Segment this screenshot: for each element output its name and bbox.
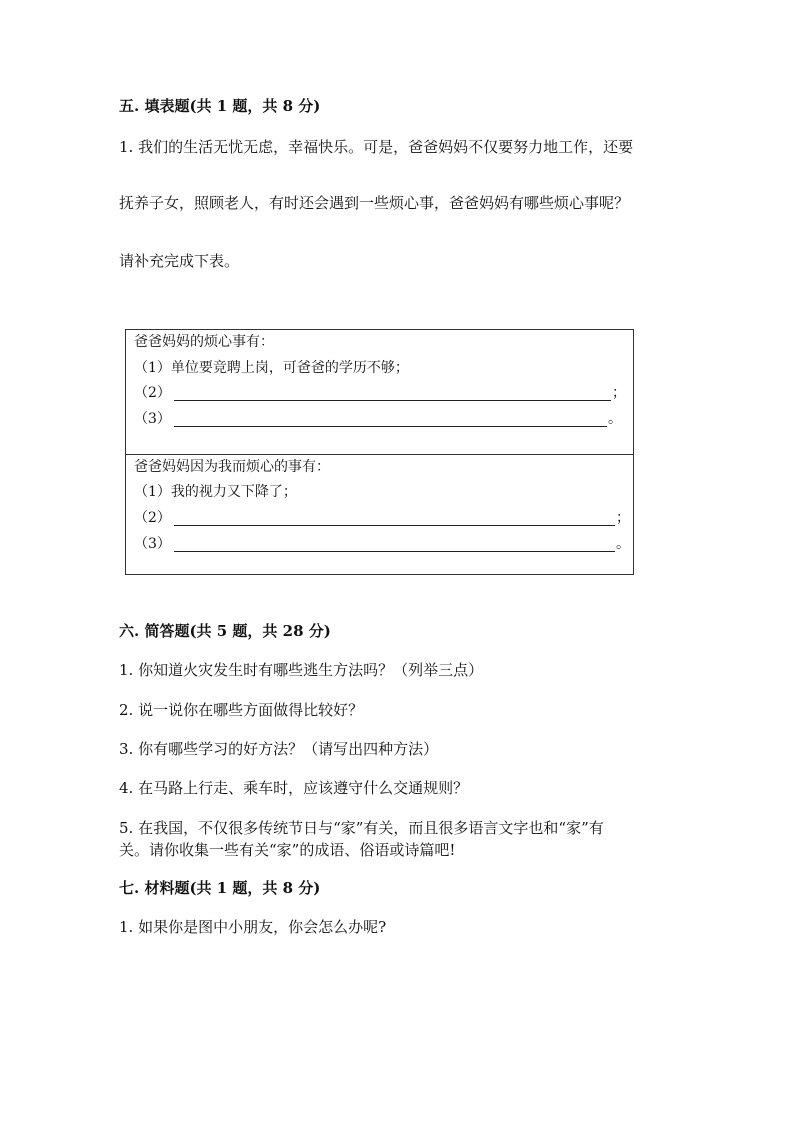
table-part1-item1: （1）单位要竞聘上岗，可爸爸的学历不够； <box>134 360 409 376</box>
item-number: （2） <box>134 385 171 401</box>
item-punct: ； <box>612 385 626 401</box>
answer-blank[interactable] <box>174 400 611 401</box>
table-part2-title: 爸爸妈妈因为我而烦心的事有： <box>134 459 330 475</box>
section6-q2: 2. 说一说你在哪些方面做得比较好？ <box>119 701 364 719</box>
table-divider <box>126 454 633 455</box>
table-part2-item2-row <box>134 509 629 529</box>
section5-heading: 五. 填表题(共 1 题，共 8 分) <box>119 97 321 115</box>
section6-q5-line2: 关。请你收集一些有关“家”的成语、俗语或诗篇吧! <box>119 841 456 859</box>
section6-q4: 4. 在马路上行走、乘车时，应该遵守什么交通规则？ <box>119 779 469 797</box>
item-number: （2） <box>134 510 171 526</box>
table-part1-title: 爸爸妈妈的烦心事有： <box>134 334 274 350</box>
section5-q1-line2: 抚养子女，照顾老人，有时还会遇到一些烦心事，爸爸妈妈有哪些烦心事呢？ <box>119 194 630 212</box>
table-part2-item1: （1）我的视力又下降了； <box>134 484 297 500</box>
item-punct: 。 <box>616 536 630 552</box>
table-part1-item2-row <box>134 384 624 404</box>
fill-in-table <box>125 329 634 575</box>
section7-q1: 1. 如果你是图中小朋友，你会怎么办呢? <box>119 918 387 936</box>
item-number: （3） <box>134 536 171 552</box>
section6-q3: 3. 你有哪些学习的好方法？（请写出四种方法） <box>119 740 439 758</box>
section6-q5-line1: 5. 在我国，不仅很多传统节日与“家”有关，而且很多语言文字也和“家”有 <box>119 819 604 837</box>
table-part1-item3-row <box>134 410 624 430</box>
table-part2-item3-row <box>134 535 629 555</box>
section6-q1: 1. 你知道火灾发生时有哪些逃生方法吗？（列举三点） <box>119 661 484 679</box>
item-number: （3） <box>134 411 171 427</box>
answer-blank[interactable] <box>174 551 615 552</box>
item-punct: ； <box>616 510 630 526</box>
item-punct: 。 <box>608 411 622 427</box>
answer-blank[interactable] <box>174 525 615 526</box>
section5-q1-line1: 1. 我们的生活无忧无虑，幸福快乐。可是，爸爸妈妈不仅要努力地工作，还要 <box>119 138 634 156</box>
answer-blank[interactable] <box>174 426 607 427</box>
section7-heading: 七. 材料题(共 1 题，共 8 分) <box>119 879 321 897</box>
section6-heading: 六. 简答题(共 5 题，共 28 分) <box>119 622 331 640</box>
section5-q1-line3: 请补充完成下表。 <box>119 252 240 270</box>
